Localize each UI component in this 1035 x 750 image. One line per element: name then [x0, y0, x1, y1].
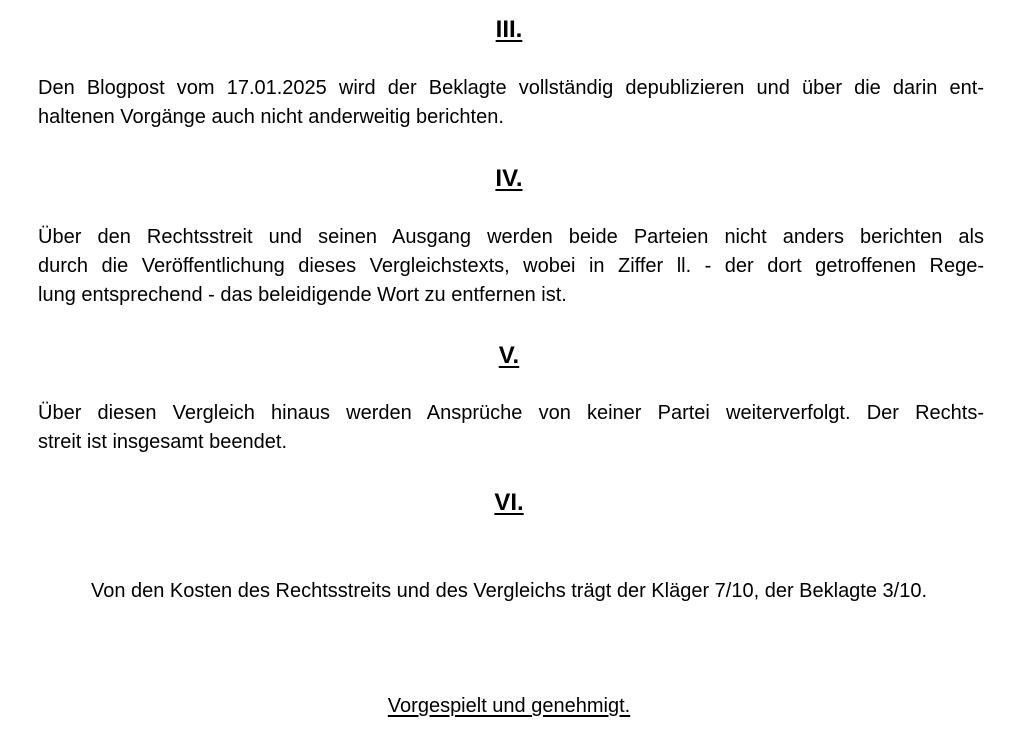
- section-heading-vi: VI.: [494, 489, 524, 516]
- closing-text: Vorgespielt und genehmigt.: [387, 695, 631, 717]
- paragraph-line: lung entsprechend - das beleidigende Wort zu entfernen ist.: [38, 284, 567, 306]
- paragraph-line: Über den Rechtsstreit und seinen Ausgang werden beide Parteien nicht anders berichten als: [38, 226, 984, 248]
- section-heading-iv: IV.: [495, 165, 523, 192]
- section-heading-iii: III.: [495, 16, 523, 43]
- paragraph-line: durch die Veröffentlichung dieses Vergleichstexts, wobei in Ziffer ll. - der dort getroffenen Rege-: [38, 255, 984, 277]
- paragraph-line: streit ist insgesamt beendet.: [38, 431, 288, 453]
- section-iv-paragraph: [38, 223, 984, 310]
- paragraph-line: haltenen Vorgänge auch nicht anderweitig berichten.: [38, 106, 504, 128]
- closing-line: [0, 692, 1018, 720]
- paragraph-line: Den Blogpost vom 17.01.2025 wird der Beklagte vollständig depublizieren und über die darin ent-: [38, 77, 984, 99]
- paragraph-line: Über diesen Vergleich hinaus werden Ansprüche von keiner Partei weiterverfolgt. Der Rechts-: [38, 402, 984, 424]
- section-vi-text: Von den Kosten des Rechtsstreits und des Vergleichs trägt der Kläger 7/10, der Beklagte 3/10.: [90, 580, 928, 602]
- section-v-paragraph: [38, 399, 984, 457]
- section-iii-paragraph: [38, 74, 984, 132]
- section-heading-v: V.: [498, 342, 520, 369]
